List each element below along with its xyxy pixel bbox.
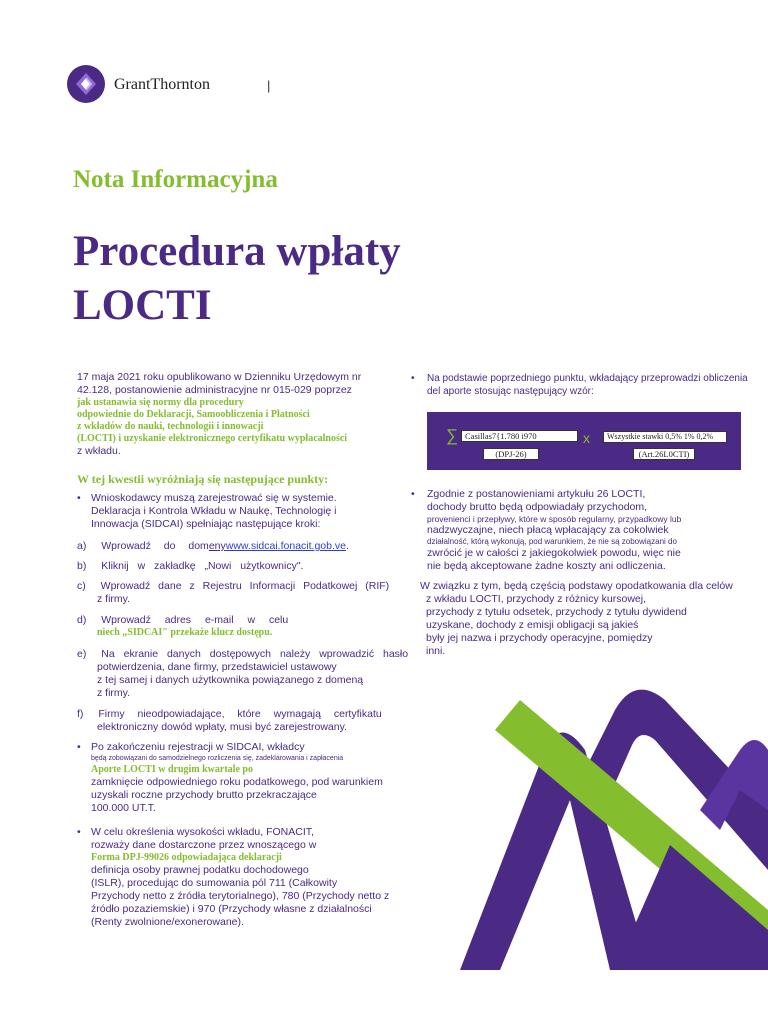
bullet-3-line-3: definicja osoby prawnej podatku dochodowego xyxy=(91,864,309,876)
right-bullet-1-line-2: del aporte stosując następujący wzór: xyxy=(427,386,594,397)
bullet-3-line-7: (Renty zwolnione/exonerowane). xyxy=(91,916,244,928)
bullet-marker: • xyxy=(411,373,415,384)
intro-green-3: z wkładów do nauki, technologii i innowacji xyxy=(77,421,264,432)
step-b-label: b) xyxy=(77,560,87,572)
formula-box-1-sub: (DPJ-26) xyxy=(483,448,539,460)
bullet-3-line-4: (ISLR), procedując do sumowania pól 711 (Całkowity xyxy=(91,877,338,889)
right-bullet-2-line-5: nie będą akceptowane żadne koszty ani odliczenia. xyxy=(427,560,666,572)
right-bullet-2-line-2: dochody brutto będą odpowiadały przychodom, xyxy=(427,501,648,513)
formula-panel xyxy=(427,412,741,470)
bullet-marker: • xyxy=(411,488,415,500)
logo-mark-icon xyxy=(66,64,106,104)
intro-line-1: 17 maja 2021 roku opublikowano w Dzienniku Urzędowym nr xyxy=(77,371,362,383)
bullet-2-line-4: 100.000 UT.T. xyxy=(91,802,156,814)
right-bullet-2-small-2: działalność, którą wykonują, pod warunkiem, że nie są zobowiązani do xyxy=(427,537,677,546)
step-d-green: niech „SIDCAI" przekaże klucz dostępu. xyxy=(97,627,273,638)
right-bullet-2-line-6: W związku z tym, będą częścią podstawy opodatkowania dla celów xyxy=(420,580,733,592)
step-c xyxy=(77,580,422,606)
step-e-text-2: potwierdzenia, dane firmy, przedstawiciel ustawowy xyxy=(97,661,337,673)
step-c-text-2: z firmy. xyxy=(97,593,131,605)
document-title-line-2: LOCTI xyxy=(73,282,212,329)
bullet-2-green: Aporte LOCTI w drugim kwartale po xyxy=(91,764,253,775)
intro-line-2: 42.128, postanowienie administracyjne nr 015-029 poprzez xyxy=(77,384,352,396)
bullet-marker: • xyxy=(77,741,81,753)
logo-divider: | xyxy=(267,78,271,93)
step-b-text: Kliknij w zakładkę „Nowi użytkownicy". xyxy=(101,560,304,572)
right-bullet-2-line-9: uzyskane, dochody z emisji obligacji są jakieś xyxy=(426,619,639,631)
bullet-1-line-1: Wnioskodawcy muszą zarejestrować się w systemie. xyxy=(91,492,337,504)
right-bullet-2-line-1: Zgodnie z postanowieniami artykułu 26 LOCTI, xyxy=(427,488,646,500)
bullet-2-line-3: uzyskali roczne przychody brutto przekraczające xyxy=(91,789,317,801)
step-a: a) Wprowadź do domenywww.sidcai.fonacit.gob.ve. xyxy=(77,540,349,552)
formula-box-2: Wszystkie stawki 0,5% 1% 0,2% xyxy=(603,431,727,443)
step-e-text: Na ekranie danych dostępowych należy wprowadzić hasło xyxy=(101,648,409,660)
right-bullet-1-line-1: Na podstawie poprzedniego punktu, wkładający przeprowadzi obliczenia xyxy=(427,373,748,384)
sigma-symbol: ∑ xyxy=(446,426,459,445)
document-title-line-1: Procedura wpłaty xyxy=(73,228,401,275)
step-f xyxy=(77,708,407,734)
step-a-text: Wprowadź do dom xyxy=(101,540,209,552)
formula-box-2-sub: (Art.26L0CTI) xyxy=(633,448,695,460)
step-c-text: Wprowadź dane z Rejestru Informacji Podatkowej (RIF) xyxy=(100,580,390,592)
step-f-text-2: elektroniczny dowód wpłaty, musi być zarejestrowany. xyxy=(97,721,347,733)
formula-box-1: Casillas7{1.780 i970 xyxy=(461,430,578,442)
decorative-ribbon-graphic xyxy=(440,670,768,970)
bullet-2-line-1: Po zakończeniu rejestracji w SIDCAI, wkładcy xyxy=(91,741,305,753)
bullet-3-green: Forma DPJ-99026 odpowiadająca deklaracji xyxy=(91,852,282,863)
bullet-2-line-2: zamknięcie odpowiedniego roku podatkowego, pod warunkiem xyxy=(91,776,383,788)
bullet-3-line-6: źródło pozaziemskie) i 970 (Przychody własne z działalności xyxy=(91,903,372,915)
step-d xyxy=(77,614,407,639)
right-bullet-2-line-8: przychody z tytułu odsetek, przychody z tytułu dywidend xyxy=(426,606,687,618)
right-bullet-2-small-1: provenienci i przepływy, które w sposób regularny, przypadkowy lub xyxy=(427,514,682,524)
step-b xyxy=(77,560,407,573)
right-bullet-2-line-10: były jej nazwa i przychody operacyjne, pomiędzy xyxy=(426,632,653,644)
bullet-marker: • xyxy=(77,826,81,838)
multiply-symbol: x xyxy=(583,430,590,446)
intro-green-4: (LOCTI) i uzyskanie elektronicznego certyfikatu wypłacalności xyxy=(77,433,348,444)
right-bullet-2-line-11: inni. xyxy=(426,645,446,657)
intro-green-1: jak ustanawia się normy dla procedury xyxy=(77,397,244,408)
grant-thornton-logo xyxy=(66,64,106,104)
step-e-label: e) xyxy=(77,648,87,660)
bullet-2-small: będą zobowiązani do samodzielnego rozliczenia się, zadeklarowania i zapłacenia xyxy=(91,755,344,762)
step-a-text-2: eny xyxy=(208,540,226,552)
document-kicker: Nota Informacyjna xyxy=(73,166,278,193)
step-d-label: d) xyxy=(77,614,87,626)
bullet-3-line-1: W celu określenia wysokości wkładu, FONACIT, xyxy=(91,826,314,838)
bullet-3-line-5: Przychody netto z źródła terytorialnego), 780 (Przychody netto z xyxy=(91,890,390,902)
intro-line-3: z wkładu. xyxy=(77,445,121,457)
right-bullet-2-line-4: zwrócić je w całości z jakiegokolwiek powodu, więc nie xyxy=(427,547,681,559)
sidcai-link[interactable]: www.sidcai.fonacit.gob.ve xyxy=(225,540,346,552)
step-f-label: f) xyxy=(77,708,84,720)
bullet-1-line-3: Innowacja (SIDCAI) spełniając następujące kroki: xyxy=(91,518,321,530)
step-a-label: a) xyxy=(77,540,87,552)
bullet-3-line-2: rozważy dane dostarczone przez wnoszącego w xyxy=(91,839,317,851)
right-bullet-2-line-7: z wkładu LOCTI, przychody z różnicy kursowej, xyxy=(426,593,646,605)
step-e xyxy=(77,648,437,700)
bullet-marker: • xyxy=(77,492,81,504)
step-e-text-4: z firmy. xyxy=(97,687,131,699)
step-e-text-3: z tej samej i danych użytkownika powiązanego z domeną xyxy=(97,674,364,686)
intro-green-2: odpowiednie do Deklaracji, Samoobliczenia i Płatności xyxy=(77,409,310,420)
step-d-text: Wprowadź adres e-mail w celu xyxy=(101,614,289,626)
section-heading: W tej kwestii wyróżniają się następujące punkty: xyxy=(77,472,329,486)
logo-wordmark: GrantThornton xyxy=(114,76,210,93)
bullet-1-line-2: Deklaracja i Kontrola Wkładu w Naukę, Technologię i xyxy=(91,505,337,517)
right-bullet-2-line-3: nadzwyczajne, niech płacą wpłacający za cokolwiek xyxy=(427,524,669,536)
step-c-label: c) xyxy=(77,580,86,592)
step-f-text: Firmy nieodpowiadające, które wymagają certyfikatu xyxy=(98,708,382,720)
